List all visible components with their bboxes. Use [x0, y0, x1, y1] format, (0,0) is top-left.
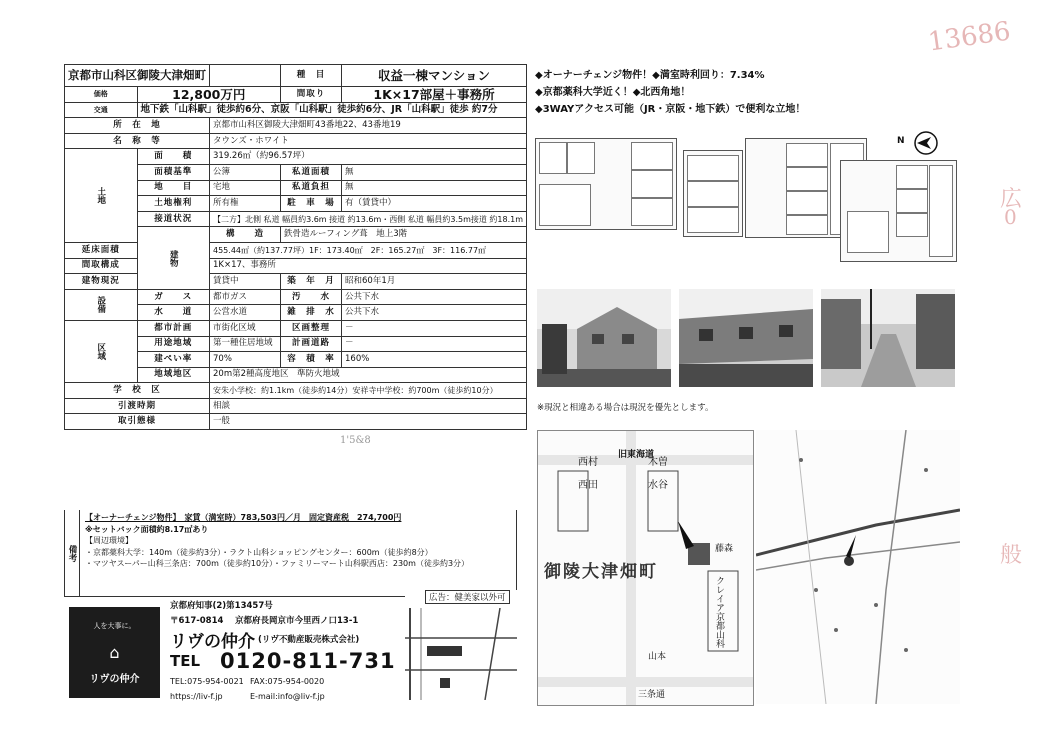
area-value: 319.26㎡（約96.57坪）	[210, 149, 527, 165]
photo-note: ※現況と相違ある場合は現況を優先とします。	[537, 403, 714, 413]
city-plan-label: 都市計画	[137, 320, 210, 336]
address-label: 所 在 地	[65, 118, 210, 134]
gas-label: ガ ス	[137, 289, 210, 305]
floor-plans	[535, 130, 960, 270]
ad-note: 広告：健美家以外可	[425, 590, 510, 604]
company-logo	[69, 607, 160, 698]
area-map-lines	[756, 430, 960, 704]
property-spec-table	[64, 64, 527, 430]
highlight-3: ◆3WAYアクセス可能（JR・京阪・地下鉄）で便利な立地！	[535, 104, 806, 115]
type-value: 収益一棟マンション	[342, 65, 527, 87]
road-value: 【二方】北側 私道 幅員約3.6m 接道 約13.6m・西側 私道 幅員約3.5m接道 約18.1m	[210, 211, 527, 227]
floor-plan-1f-b	[683, 150, 743, 237]
postal-code: 〒617-0814	[170, 616, 224, 626]
map-yamamoto: 山本	[648, 652, 667, 662]
road-label: 接道状況	[137, 211, 210, 227]
use-zone-value: 第一種住居地域	[210, 336, 281, 352]
floor-plan-1f	[535, 138, 677, 230]
company-phone: TEL:075-954-0021	[170, 677, 244, 686]
drain-value: 公共下水	[342, 305, 527, 321]
private-road-burden-value: 無	[342, 180, 527, 196]
facility-section: 設備	[65, 289, 138, 320]
water-value: 公営水道	[210, 305, 281, 321]
setback-line: ※セットバック面積約8.17㎡あり	[85, 524, 209, 534]
type-label: 種 目	[281, 65, 342, 87]
location-title: 京都市山科区御陵大津畑町	[65, 65, 210, 87]
area-basis-value: 公簿	[210, 164, 281, 180]
structure-label: 構 造	[210, 227, 281, 243]
land-category-label: 地 目	[137, 180, 210, 196]
far-label: 容 積 率	[281, 352, 342, 368]
exterior-photo-2	[679, 289, 813, 387]
floor-area-label: 延床面積	[65, 242, 138, 258]
exterior-photo-1	[537, 289, 671, 387]
city-plan-value: 市街化区域	[210, 320, 281, 336]
env-line-1: ・京都薬科大学：140m（徒歩約3分）・ラクト山科ショッピングセンター：600m（徒歩約8分）	[85, 547, 433, 557]
private-road-area-label: 私道面積	[281, 164, 342, 180]
handwritten-number: 13686	[926, 16, 1013, 58]
district-label: 地域地区	[137, 367, 210, 383]
owner-change-line: 【オーナーチェンジ物件】 家賃（満室時）783,503円／月 固定資産税 274,700円	[85, 513, 402, 522]
company-email[interactable]: E-mail:info@liv-f.jp	[250, 692, 325, 701]
layout-composition-value: 1K×17、事務所	[210, 258, 527, 274]
handwritten-note-top: 広	[1000, 187, 1023, 212]
license-number: 京都府知事(2)第13457号	[170, 601, 273, 611]
private-road-area-value: 無	[342, 164, 527, 180]
transport-value: 地下鉄「山科駅」徒歩約6分、京阪「山科駅」徒歩約6分、JR「山科駅」徒歩 約7分	[137, 102, 527, 118]
coverage-value: 70%	[210, 352, 281, 368]
delivery-value: 相談	[210, 398, 527, 414]
map-road-top: 旧東海道	[618, 450, 655, 460]
property-location-filler	[210, 65, 281, 87]
map-big-area: 御陵大津畑町	[544, 562, 658, 582]
area-map	[756, 430, 960, 704]
area-label: 面 積	[137, 149, 210, 165]
built-label: 築 年 月	[281, 274, 342, 290]
gas-value: 都市ガス	[210, 289, 281, 305]
coverage-label: 建ぺい率	[137, 352, 210, 368]
plan-road-label: 計画道路	[281, 336, 342, 352]
name-label: 名 称 等	[65, 133, 210, 149]
zoning-section: 区域	[65, 320, 138, 382]
trade-value: 一般	[210, 414, 527, 430]
notes-body	[85, 512, 469, 570]
highlight-2: ◆京都薬科大学近く！◆北西角地！	[535, 87, 691, 98]
map-sanjo: 三条通	[638, 690, 666, 700]
floor-area-value: 455.44㎡（約137.77坪）1F：173.40㎡ 2F：165.27㎡ 3F：116.77㎡	[210, 242, 527, 258]
detail-map	[537, 430, 754, 706]
office-map-lines	[405, 608, 517, 700]
drain-label: 雑 排 水	[281, 305, 342, 321]
exterior-photo-3	[821, 289, 955, 387]
compass-icon	[913, 130, 939, 156]
handwritten-note-circle: 0	[1004, 205, 1017, 229]
map-nishida: 西田	[578, 480, 598, 491]
building-section: 建物	[137, 227, 210, 289]
built-value: 昭和60年1月	[342, 274, 527, 290]
land-category-value: 宅地	[210, 180, 281, 196]
office-map	[405, 590, 517, 702]
tel-number[interactable]: 0120-811-731	[220, 649, 396, 673]
compass-north-label: N	[897, 136, 905, 146]
sewage-value: 公共下水	[342, 289, 527, 305]
parking-label: 駐 車 場	[281, 196, 342, 212]
layout-value: 1K×17部屋＋事務所	[342, 87, 527, 103]
name-value: タウンズ・ホワイト	[210, 133, 527, 149]
company-name-sub: (リヴ不動産販売株式会社)	[258, 635, 360, 645]
plan-road-value: －	[342, 336, 527, 352]
delivery-label: 引渡時期	[65, 398, 210, 414]
company-address: 京都府長岡京市今里西ノ口13-1	[235, 616, 359, 626]
land-rights-label: 土地権利	[137, 196, 210, 212]
map-fujimori: 藤森	[715, 544, 734, 554]
company-name: リヴの仲介	[170, 632, 255, 652]
status-value: 賃貸中	[210, 274, 281, 290]
map-mizutani: 水谷	[648, 480, 668, 491]
water-label: 水 道	[137, 305, 210, 321]
school-label: 学 校 区	[65, 383, 210, 399]
structure-value: 鉄骨造ルーフィング葺 地上3階	[281, 227, 527, 243]
map-kreia: クレイア京都山科	[714, 576, 724, 648]
layout-label: 間取り	[281, 87, 342, 103]
sewage-label: 汚 水	[281, 289, 342, 305]
trade-label: 取引態様	[65, 414, 210, 430]
readjust-label: 区画整理	[281, 320, 342, 336]
handwritten-note-bottom: 般	[1000, 543, 1023, 568]
school-value: 安朱小学校：約1.1km（徒歩約14分）安祥寺中学校：約700m（徒歩約10分）	[210, 383, 527, 399]
layout-composition-label: 間取構成	[65, 258, 138, 274]
readjust-value: －	[342, 320, 527, 336]
floor-plan-3f	[840, 160, 957, 262]
area-basis-label: 面積基準	[137, 164, 210, 180]
highlight-1: ◆オーナーチェンジ物件！◆満室時利回り：7.34%	[535, 70, 765, 81]
company-fax: FAX:075-954-0020	[250, 677, 325, 686]
logo-name: リヴの仲介	[89, 674, 140, 685]
table-scribble: 1'5&8	[340, 435, 371, 446]
price-value: 12,800万円	[137, 87, 281, 103]
tel-label: TEL	[170, 652, 201, 670]
logo-tagline: 人を大事に。	[93, 622, 136, 630]
notes-box	[64, 510, 517, 597]
map-kiso: 木曽	[648, 457, 668, 468]
use-zone-label: 用途地域	[137, 336, 210, 352]
far-value: 160%	[342, 352, 527, 368]
env-line-2: ・マツヤスーパー山科三条店：700m（徒歩約10分）・ファミリーマート山科駅西店：230m（徒歩約3分）	[85, 559, 470, 568]
env-heading: 【周辺環境】	[85, 536, 133, 545]
parking-value: 有（賃貸中）	[342, 196, 527, 212]
notes-label: 備考	[65, 510, 80, 596]
private-road-burden-label: 私道負担	[281, 180, 342, 196]
transport-label: 交通	[65, 102, 138, 118]
address-value: 京都市山科区御陵大津畑町43番地22、43番地19	[210, 118, 527, 134]
land-rights-value: 所有権	[210, 196, 281, 212]
company-url[interactable]: https://liv-f.jp	[170, 692, 223, 701]
house-icon: ⌂	[109, 643, 120, 662]
map-nishimura: 西村	[578, 457, 598, 468]
district-value: 20m第2種高度地区 準防火地域	[210, 367, 527, 383]
status-label: 建物現況	[65, 274, 138, 290]
land-section: 土地	[65, 149, 138, 243]
price-label: 価格	[65, 87, 138, 103]
